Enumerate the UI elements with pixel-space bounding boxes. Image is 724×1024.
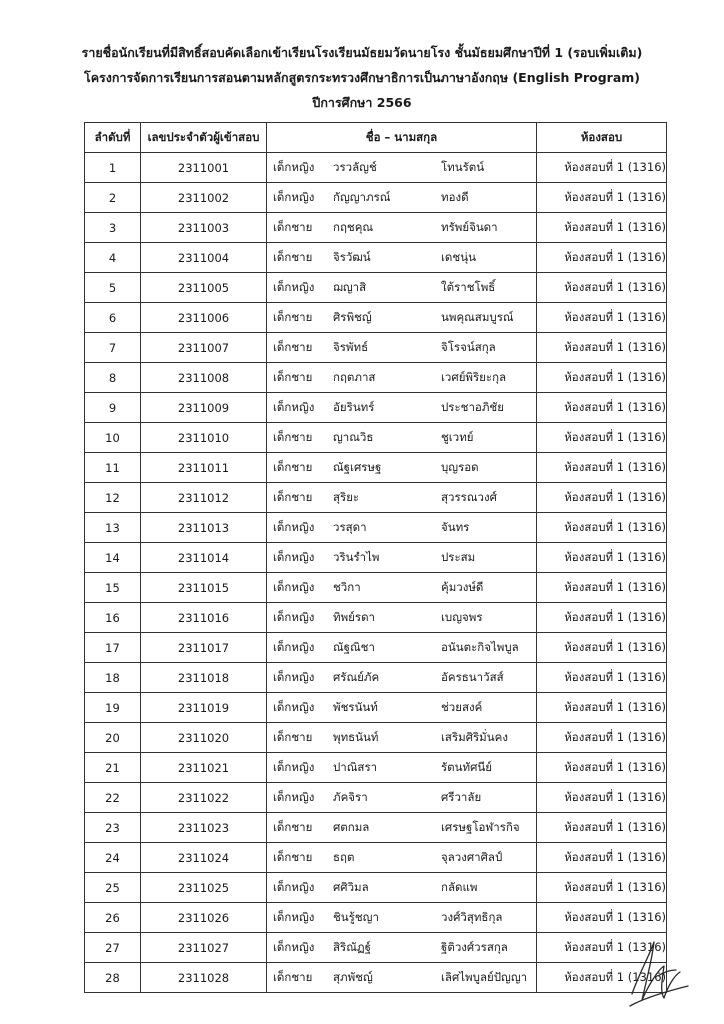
- first-name: ธฤต: [333, 849, 355, 864]
- student-name-cell: [267, 393, 537, 423]
- candidate-id: 2311021: [141, 753, 267, 783]
- last-name: ประชาอภิชัย: [441, 399, 504, 414]
- table-row: [85, 633, 667, 663]
- exam-room: ห้องสอบที่ 1 (1316): [537, 723, 667, 753]
- title-line-1: รายชื่อนักเรียนที่มีสิทธิ์สอบคัดเลือกเข้าเรียนโรงเรียนมัธยมวัดนายโรง ชั้นมัธยมศึกษาปีที่ 1 (รอบเพิ่มเติม): [81, 45, 643, 60]
- title-line-2: โครงการจัดการเรียนการสอนตามหลักสูตรกระทรวงศึกษาธิการเป็นภาษาอังกฤษ (English Program): [83, 70, 640, 85]
- first-name: ฌญาสิ: [333, 279, 367, 294]
- exam-room: ห้องสอบที่ 1 (1316): [537, 873, 667, 903]
- exam-room: ห้องสอบที่ 1 (1316): [537, 153, 667, 183]
- first-name: ศศิวิมล: [333, 879, 369, 894]
- last-name: คุ้มวงษ์ดี: [441, 579, 484, 594]
- candidate-id: 2311012: [141, 483, 267, 513]
- candidate-id: 2311013: [141, 513, 267, 543]
- name-prefix: เด็กหญิง: [273, 549, 315, 564]
- row-number: 24: [85, 843, 141, 873]
- student-name-cell: [267, 933, 537, 963]
- row-number: 21: [85, 753, 141, 783]
- name-prefix: เด็กหญิง: [273, 189, 315, 204]
- exam-room: ห้องสอบที่ 1 (1316): [537, 213, 667, 243]
- row-number: 17: [85, 633, 141, 663]
- first-name: ศรัณย์ภัค: [333, 669, 380, 684]
- name-prefix: เด็กหญิง: [273, 699, 315, 714]
- name-prefix: เด็กชาย: [273, 309, 313, 324]
- student-name-cell: [267, 543, 537, 573]
- table-row: [85, 333, 667, 363]
- name-prefix: เด็กชาย: [273, 249, 313, 264]
- student-name-cell: [267, 873, 537, 903]
- first-name: ทิพย์รดา: [333, 609, 376, 624]
- student-roster-table: [84, 122, 667, 993]
- table-row: [85, 303, 667, 333]
- table-row: [85, 693, 667, 723]
- last-name: เลิศไพบูลย์ปัญญา: [441, 969, 528, 984]
- exam-room: ห้องสอบที่ 1 (1316): [537, 243, 667, 273]
- row-number: 2: [85, 183, 141, 213]
- table-row: [85, 603, 667, 633]
- exam-room: ห้องสอบที่ 1 (1316): [537, 573, 667, 603]
- first-name: วรสุดา: [333, 519, 367, 534]
- candidate-id: 2311005: [141, 273, 267, 303]
- name-prefix: เด็กชาย: [273, 819, 313, 834]
- first-name: อัยรินทร์: [333, 399, 375, 414]
- row-number: 19: [85, 693, 141, 723]
- candidate-id: 2311001: [141, 153, 267, 183]
- document-header: [0, 40, 724, 115]
- candidate-id: 2311028: [141, 963, 267, 993]
- student-name-cell: [267, 693, 537, 723]
- candidate-id: 2311002: [141, 183, 267, 213]
- last-name: ศรีวาลัย: [441, 789, 482, 804]
- row-number: 3: [85, 213, 141, 243]
- student-name-cell: [267, 213, 537, 243]
- name-prefix: เด็กชาย: [273, 459, 313, 474]
- name-prefix: เด็กหญิง: [273, 789, 315, 804]
- table-row: [85, 573, 667, 603]
- student-name-cell: [267, 843, 537, 873]
- student-name-cell: [267, 753, 537, 783]
- name-prefix: เด็กหญิง: [273, 669, 315, 684]
- table-row: [85, 663, 667, 693]
- table-row: [85, 903, 667, 933]
- first-name: ศิรพิชญ์: [333, 309, 372, 324]
- table-row: [85, 393, 667, 423]
- candidate-id: 2311024: [141, 843, 267, 873]
- first-name: ณัฐณิชา: [333, 639, 375, 654]
- candidate-id: 2311018: [141, 663, 267, 693]
- student-name-cell: [267, 603, 537, 633]
- candidate-id: 2311019: [141, 693, 267, 723]
- first-name: ปาณิสรา: [333, 759, 378, 774]
- exam-room: ห้องสอบที่ 1 (1316): [537, 693, 667, 723]
- first-name: ชวิกา: [333, 579, 361, 594]
- student-name-cell: [267, 423, 537, 453]
- exam-room: ห้องสอบที่ 1 (1316): [537, 363, 667, 393]
- name-prefix: เด็กหญิง: [273, 939, 315, 954]
- candidate-id: 2311008: [141, 363, 267, 393]
- last-name: เบญจพร: [441, 609, 483, 624]
- exam-room: ห้องสอบที่ 1 (1316): [537, 843, 667, 873]
- first-name: พุทธนันท์: [333, 729, 379, 744]
- exam-room: ห้องสอบที่ 1 (1316): [537, 393, 667, 423]
- student-name-cell: [267, 633, 537, 663]
- row-number: 20: [85, 723, 141, 753]
- candidate-id: 2311004: [141, 243, 267, 273]
- column-header-id: เลขประจำตัวผู้เข้าสอบ: [141, 123, 267, 153]
- exam-room: ห้องสอบที่ 1 (1316): [537, 963, 667, 993]
- first-name: สิริณัฏฐ์: [333, 939, 371, 954]
- row-number: 27: [85, 933, 141, 963]
- candidate-id: 2311020: [141, 723, 267, 753]
- last-name: ใต้ราชโพธิ์: [441, 279, 496, 294]
- row-number: 12: [85, 483, 141, 513]
- last-name: ประสม: [441, 549, 476, 564]
- row-number: 8: [85, 363, 141, 393]
- first-name: จิรพัทธ์: [333, 339, 369, 354]
- table-row: [85, 423, 667, 453]
- row-number: 1: [85, 153, 141, 183]
- last-name: จันทร: [441, 519, 470, 534]
- student-name-cell: [267, 903, 537, 933]
- last-name: จิโรจน์สกุล: [441, 339, 496, 354]
- student-name-cell: [267, 963, 537, 993]
- student-name-cell: [267, 303, 537, 333]
- last-name: วงศ์วิสุทธิกุล: [441, 909, 503, 924]
- first-name: วรวลัญช์: [333, 159, 377, 174]
- exam-room: ห้องสอบที่ 1 (1316): [537, 303, 667, 333]
- table-row: [85, 963, 667, 993]
- name-prefix: เด็กชาย: [273, 729, 313, 744]
- table-header-row: [85, 123, 667, 153]
- row-number: 26: [85, 903, 141, 933]
- first-name: กัญญาภรณ์: [333, 189, 391, 204]
- exam-room: ห้องสอบที่ 1 (1316): [537, 663, 667, 693]
- last-name: โทนรัตน์: [441, 159, 485, 174]
- last-name: อนันตะกิจไพบูล: [441, 639, 519, 654]
- table-row: [85, 543, 667, 573]
- first-name: สุภพัชญ์: [333, 969, 373, 984]
- first-name: ชินรู้ชญา: [333, 909, 379, 924]
- row-number: 13: [85, 513, 141, 543]
- row-number: 25: [85, 873, 141, 903]
- name-prefix: เด็กหญิง: [273, 579, 315, 594]
- exam-room: ห้องสอบที่ 1 (1316): [537, 903, 667, 933]
- candidate-id: 2311016: [141, 603, 267, 633]
- name-prefix: เด็กชาย: [273, 429, 313, 444]
- table-row: [85, 183, 667, 213]
- last-name: อัครธนาวัสส์: [441, 669, 504, 684]
- candidate-id: 2311014: [141, 543, 267, 573]
- student-name-cell: [267, 663, 537, 693]
- last-name: เวศย์พิริยะกุล: [441, 369, 507, 384]
- student-name-cell: [267, 483, 537, 513]
- row-number: 9: [85, 393, 141, 423]
- last-name: จุลวงศาศิลป์: [441, 849, 503, 864]
- last-name: เสริมศิริมั่นคง: [441, 729, 508, 744]
- exam-room: ห้องสอบที่ 1 (1316): [537, 483, 667, 513]
- row-number: 11: [85, 453, 141, 483]
- candidate-id: 2311003: [141, 213, 267, 243]
- student-name-cell: [267, 573, 537, 603]
- title-line-3: ปีการศึกษา 2566: [312, 95, 412, 110]
- student-name-cell: [267, 243, 537, 273]
- exam-room: ห้องสอบที่ 1 (1316): [537, 333, 667, 363]
- exam-room: ห้องสอบที่ 1 (1316): [537, 183, 667, 213]
- name-prefix: เด็กหญิง: [273, 639, 315, 654]
- candidate-id: 2311026: [141, 903, 267, 933]
- last-name: บุญรอด: [441, 459, 479, 474]
- table-row: [85, 933, 667, 963]
- row-number: 22: [85, 783, 141, 813]
- last-name: ทองดี: [441, 189, 469, 204]
- name-prefix: เด็กหญิง: [273, 279, 315, 294]
- last-name: นพคุณสมบูรณ์: [441, 309, 514, 324]
- table-row: [85, 453, 667, 483]
- first-name: จิรวัฒน์: [333, 249, 371, 264]
- first-name: กฤชคุณ: [333, 219, 374, 234]
- row-number: 28: [85, 963, 141, 993]
- name-prefix: เด็กชาย: [273, 849, 313, 864]
- student-name-cell: [267, 153, 537, 183]
- table-row: [85, 813, 667, 843]
- student-name-cell: [267, 333, 537, 363]
- student-name-cell: [267, 363, 537, 393]
- row-number: 15: [85, 573, 141, 603]
- name-prefix: เด็กหญิง: [273, 399, 315, 414]
- name-prefix: เด็กหญิง: [273, 879, 315, 894]
- name-prefix: เด็กชาย: [273, 339, 313, 354]
- student-name-cell: [267, 183, 537, 213]
- candidate-id: 2311023: [141, 813, 267, 843]
- exam-room: ห้องสอบที่ 1 (1316): [537, 753, 667, 783]
- first-name: ศตกมล: [333, 819, 370, 834]
- student-name-cell: [267, 273, 537, 303]
- row-number: 6: [85, 303, 141, 333]
- last-name: เดชนุ่น: [441, 249, 476, 264]
- candidate-id: 2311017: [141, 633, 267, 663]
- last-name: ช่วยสงค์: [441, 699, 483, 714]
- name-prefix: เด็กหญิง: [273, 609, 315, 624]
- first-name: ญาณวิธ: [333, 429, 374, 444]
- exam-room: ห้องสอบที่ 1 (1316): [537, 453, 667, 483]
- last-name: ฐิติวงศ์วรสกุล: [441, 939, 508, 954]
- student-name-cell: [267, 783, 537, 813]
- last-name: กลัดแพ: [441, 879, 478, 894]
- name-prefix: เด็กชาย: [273, 219, 313, 234]
- first-name: ณัฐเศรษฐ: [333, 459, 382, 474]
- table-row: [85, 273, 667, 303]
- row-number: 14: [85, 543, 141, 573]
- table-body: [85, 153, 667, 993]
- candidate-id: 2311006: [141, 303, 267, 333]
- candidate-id: 2311015: [141, 573, 267, 603]
- exam-room: ห้องสอบที่ 1 (1316): [537, 603, 667, 633]
- candidate-id: 2311022: [141, 783, 267, 813]
- table-row: [85, 783, 667, 813]
- handwritten-signature-icon: [624, 936, 694, 1016]
- candidate-id: 2311025: [141, 873, 267, 903]
- name-prefix: เด็กชาย: [273, 369, 313, 384]
- row-number: 16: [85, 603, 141, 633]
- first-name: ภัคจิรา: [333, 789, 368, 804]
- student-name-cell: [267, 723, 537, 753]
- name-prefix: เด็กหญิง: [273, 159, 315, 174]
- table-row: [85, 153, 667, 183]
- name-prefix: เด็กชาย: [273, 969, 313, 984]
- exam-room: ห้องสอบที่ 1 (1316): [537, 813, 667, 843]
- student-name-cell: [267, 513, 537, 543]
- table-row: [85, 243, 667, 273]
- row-number: 23: [85, 813, 141, 843]
- table-row: [85, 513, 667, 543]
- candidate-id: 2311009: [141, 393, 267, 423]
- first-name: กฤตภาส: [333, 369, 376, 384]
- column-header-room: ห้องสอบ: [537, 123, 667, 153]
- row-number: 5: [85, 273, 141, 303]
- candidate-id: 2311027: [141, 933, 267, 963]
- table-row: [85, 843, 667, 873]
- table-row: [85, 873, 667, 903]
- column-header-name: ชื่อ – นามสกุล: [267, 123, 537, 153]
- table-row: [85, 753, 667, 783]
- first-name: พัชรนันท์: [333, 699, 378, 714]
- first-name: สุริยะ: [333, 489, 360, 504]
- row-number: 18: [85, 663, 141, 693]
- last-name: รัตนทัศนีย์: [441, 759, 492, 774]
- column-header-no: ลำดับที่: [85, 123, 141, 153]
- table-row: [85, 723, 667, 753]
- exam-room: ห้องสอบที่ 1 (1316): [537, 933, 667, 963]
- last-name: ทรัพย์จินดา: [441, 219, 498, 234]
- table-row: [85, 483, 667, 513]
- row-number: 4: [85, 243, 141, 273]
- exam-room: ห้องสอบที่ 1 (1316): [537, 783, 667, 813]
- last-name: สุวรรณวงศ์: [441, 489, 497, 504]
- last-name: ชูเวทย์: [441, 429, 474, 444]
- first-name: วรินรำไพ: [333, 549, 380, 564]
- candidate-id: 2311011: [141, 453, 267, 483]
- candidate-id: 2311007: [141, 333, 267, 363]
- table-row: [85, 363, 667, 393]
- student-name-cell: [267, 813, 537, 843]
- last-name: เศรษฐโอฬารกิจ: [441, 819, 520, 834]
- exam-room: ห้องสอบที่ 1 (1316): [537, 513, 667, 543]
- student-name-cell: [267, 453, 537, 483]
- exam-room: ห้องสอบที่ 1 (1316): [537, 423, 667, 453]
- name-prefix: เด็กหญิง: [273, 759, 315, 774]
- name-prefix: เด็กหญิง: [273, 519, 315, 534]
- name-prefix: เด็กหญิง: [273, 909, 315, 924]
- row-number: 7: [85, 333, 141, 363]
- exam-room: ห้องสอบที่ 1 (1316): [537, 633, 667, 663]
- row-number: 10: [85, 423, 141, 453]
- exam-room: ห้องสอบที่ 1 (1316): [537, 273, 667, 303]
- candidate-id: 2311010: [141, 423, 267, 453]
- name-prefix: เด็กชาย: [273, 489, 313, 504]
- exam-room: ห้องสอบที่ 1 (1316): [537, 543, 667, 573]
- table-row: [85, 213, 667, 243]
